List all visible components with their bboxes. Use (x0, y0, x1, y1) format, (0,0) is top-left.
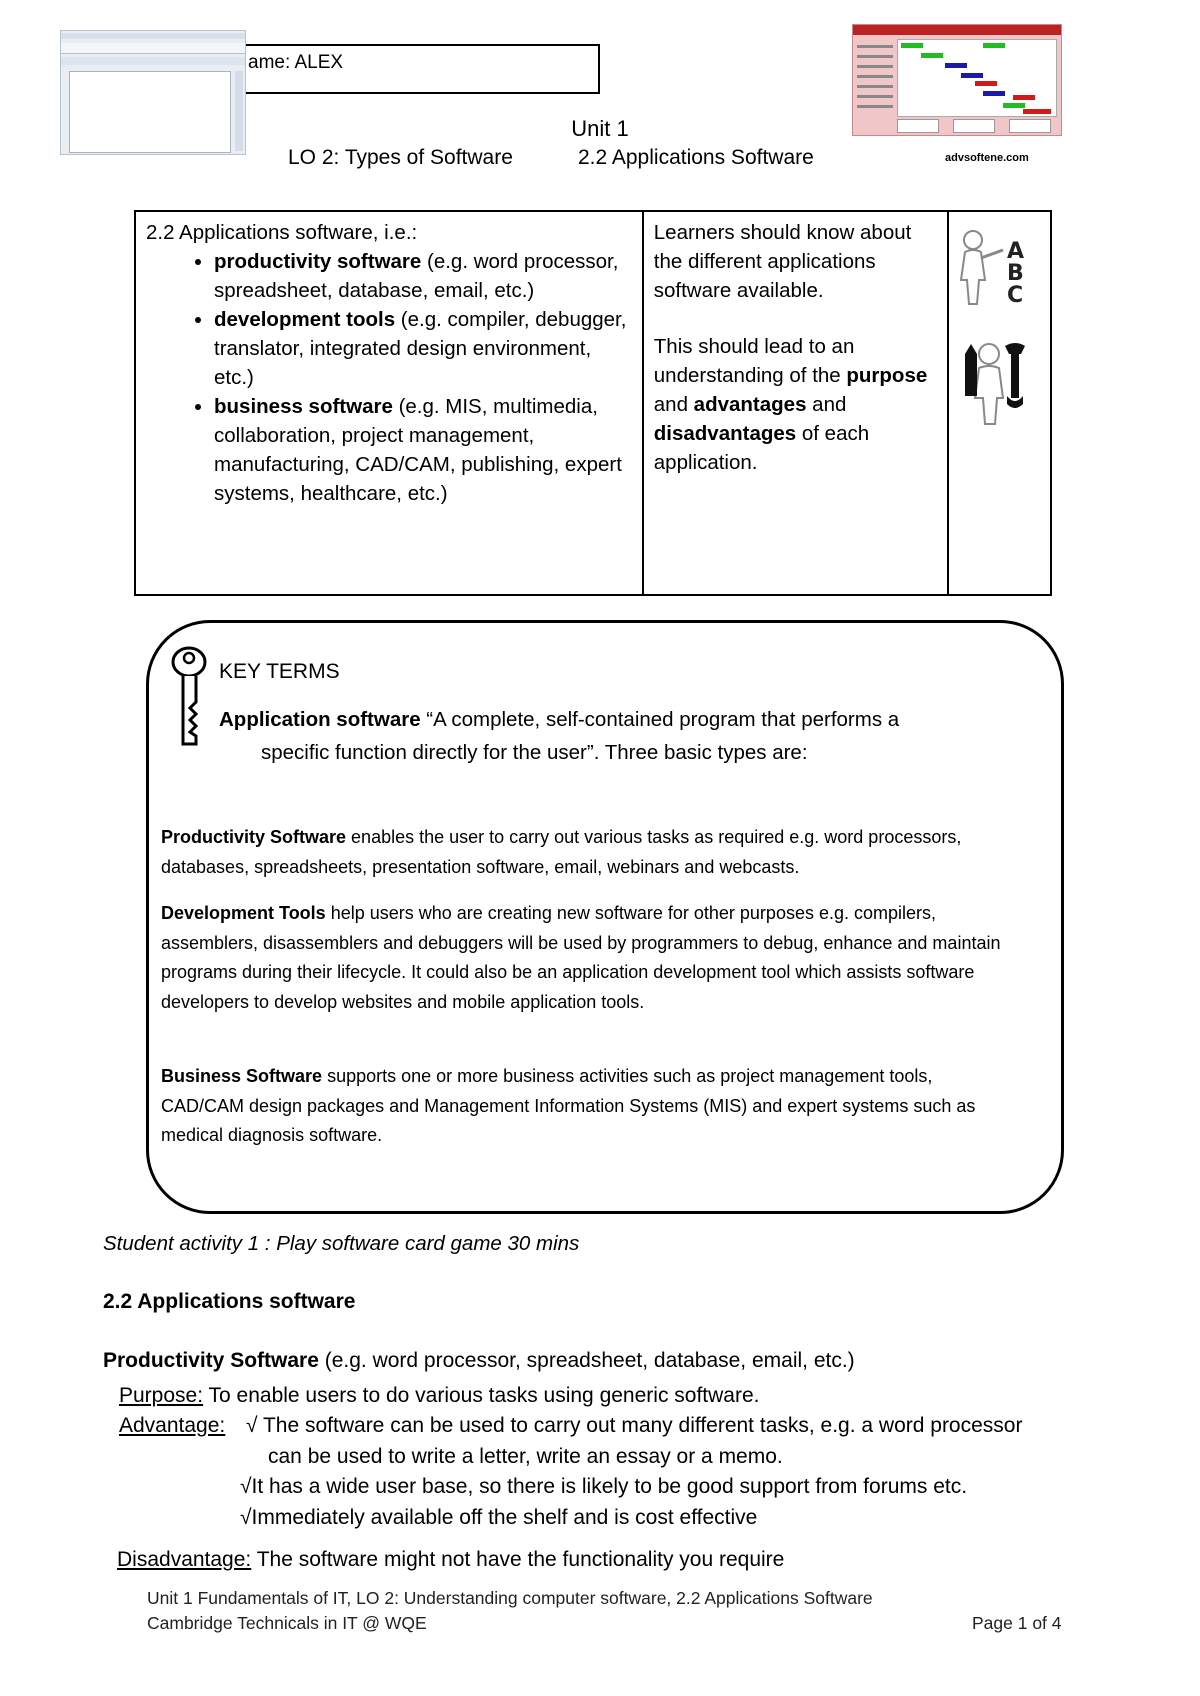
key-terms-definition: Application software “A complete, self-contained program that performs a specific function directly for the user”. Three basic types are: (219, 708, 900, 764)
advantage-label: Advantage: (119, 1414, 226, 1437)
unit-title: Unit 1 (571, 116, 629, 141)
key-terms-heading: KEY TERMS (219, 660, 340, 683)
advantage-item: can be used to write a letter, write an essay or a memo. (268, 1445, 783, 1468)
spec-table (134, 210, 1052, 596)
key-term-development: Development Tools help users who are creating new software for other purposes e.g. compilers, assemblers, disassemblers and debuggers will be used by programmers to debug, enhance and maintain programs during their lifecycle. It could also be an application development tool which assists software developers to develop websites and mobile application tools. (161, 903, 1001, 1012)
svg-text:C: C (1007, 283, 1024, 308)
advantage-item: √It has a wide user base, so there is likely to be good support from forums etc. (240, 1475, 968, 1498)
student-name: ame: ALEX (248, 52, 344, 73)
disadvantage-line: Disadvantage: The software might not have the functionality you require (117, 1548, 785, 1571)
list-item: • development tools (e.g. compiler, debugger, translator, integrated design environment, etc.) (214, 305, 632, 392)
guidance-text-1: Learners should know about the different applications software available. (653, 221, 912, 302)
list-item: • productivity software (e.g. word processor, spreadsheet, database, email, etc.) (214, 247, 632, 305)
key-icon (168, 646, 210, 750)
lo-title: LO 2: Types of Software (288, 146, 513, 169)
productivity-heading: Productivity Software (e.g. word processor, spreadsheet, database, email, etc.) (103, 1349, 855, 1372)
purpose-line: Purpose: To enable users to do various tasks using generic software. (119, 1384, 760, 1407)
key-term-productivity: Productivity Software enables the user to carry out various tasks as required e.g. word processors, databases, spreadsheets, presentation software, email, webinars and webcasts. (161, 827, 962, 877)
gantt-caption: advsoftene.com (945, 152, 1029, 164)
spec-icons-cell (948, 211, 1051, 595)
advantage-item: √Immediately available off the shelf and is cost effective (240, 1506, 758, 1529)
section-heading: 2.2 Applications software (103, 1290, 356, 1313)
advantage-item: √ The software can be used to carry out many different tasks, e.g. a word processor (246, 1414, 1023, 1437)
svg-text:A: A (1007, 239, 1025, 264)
footer-line-1: Unit 1 Fundamentals of IT, LO 2: Understanding computer software, 2.2 Applications Software (147, 1588, 873, 1608)
tools-figure-icon (965, 343, 1025, 424)
list-item: • business software (e.g. MIS, multimedia, collaboration, project management, manufacturing, CAD/CAM, publishing, expert systems, healthcare, etc.) (214, 392, 632, 508)
abc-figure-icon (955, 228, 1035, 428)
spec-content-cell (135, 211, 643, 595)
student-activity: Student activity 1 : Play software card game 30 mins (103, 1232, 580, 1255)
page-number: Page 1 of 4 (972, 1613, 1062, 1633)
footer-line-2: Cambridge Technicals in IT @ WQE (147, 1613, 427, 1633)
svg-text:B: B (1007, 261, 1025, 286)
guidance-text-2: This should lead to an understanding of the purpose and advantages and disadvantages of each application. (653, 335, 928, 474)
lo-subtitle: 2.2 Applications Software (578, 146, 814, 169)
spec-list (146, 247, 632, 508)
key-term-business: Business Software supports one or more business activities such as project management tools, CAD/CAM design packages and Management Information Systems (MIS) and expert systems such as medical diagnosis software. (161, 1066, 976, 1145)
spec-guidance-cell (643, 211, 949, 595)
spec-intro: 2.2 Applications software, i.e.: (146, 221, 418, 244)
